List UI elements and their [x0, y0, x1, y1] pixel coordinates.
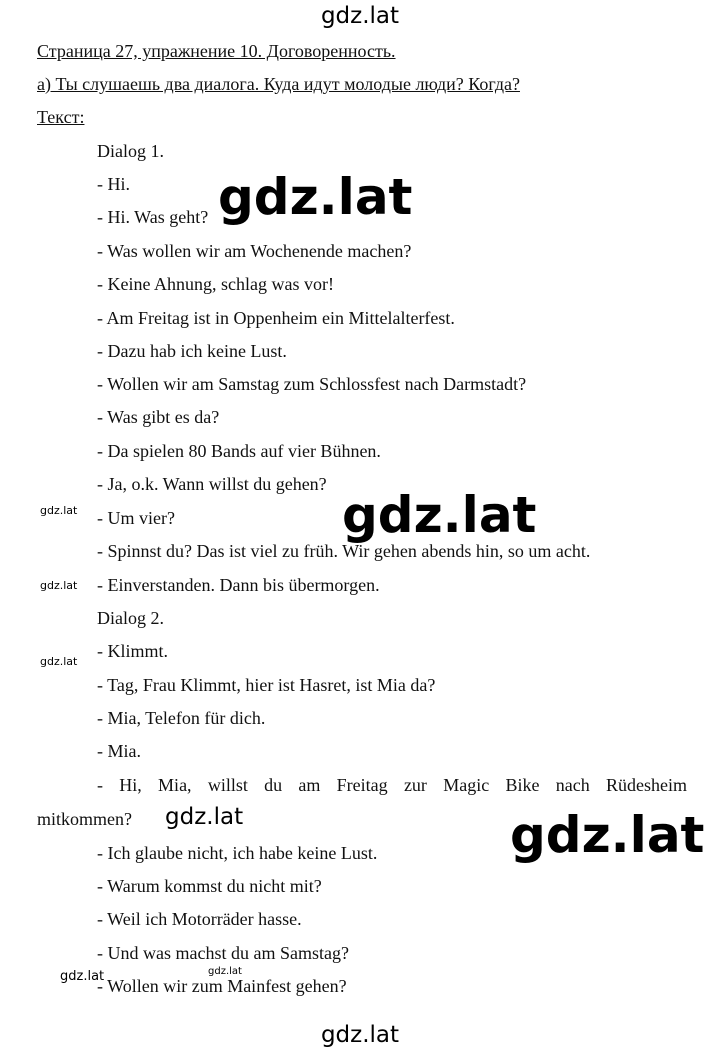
dialog-line: - Wollen wir zum Mainfest gehen? — [97, 976, 347, 996]
watermark-small: gdz.lat — [40, 579, 78, 592]
dialog-line: - Einverstanden. Dann bis übermorgen. — [97, 575, 380, 595]
page-heading: Страница 27, упражнение 10. Договоренность. — [37, 41, 396, 61]
dialog-line: - Mia, Telefon für dich. — [97, 708, 266, 728]
dialog-line: - Tag, Frau Klimmt, hier ist Hasret, ist Mia da? — [97, 675, 436, 695]
watermark-small: gdz.lat — [40, 504, 78, 517]
dialog-2-title: Dialog 2. — [97, 608, 164, 628]
dialog-line: - Um vier? — [97, 508, 175, 528]
watermark-medium: gdz.lat — [165, 804, 244, 830]
dialog-line: - Was gibt es da? — [97, 407, 220, 427]
watermark-large: gdz.lat — [342, 486, 537, 544]
dialog-line: - Mia. — [97, 741, 141, 761]
dialog-line: - Hi, Mia, willst du am Freitag zur Magic Bike nach Rüdesheim — [97, 775, 687, 795]
exercise-task: а) Ты слушаешь два диалога. Куда идут молодые люди? Когда? — [37, 74, 520, 94]
dialog-line-continuation: mitkommen? — [37, 809, 132, 829]
dialog-line: - Und was machst du am Samstag? — [97, 943, 349, 963]
dialog-line: - Ich glaube nicht, ich habe keine Lust. — [97, 843, 378, 863]
dialog-line: - Am Freitag ist in Oppenheim ein Mittelalterfest. — [97, 308, 455, 328]
dialog-line: - Wollen wir am Samstag zum Schlossfest nach Darmstadt? — [97, 374, 527, 394]
text-label: Текст: — [37, 107, 85, 127]
dialog-line: - Hi. — [97, 174, 130, 194]
watermark-small: gdz.lat — [40, 655, 78, 668]
dialog-line: - Warum kommst du nicht mit? — [97, 876, 322, 896]
dialog-line: - Keine Ahnung, schlag was vor! — [97, 274, 334, 294]
dialog-line: - Ja, o.k. Wann willst du gehen? — [97, 474, 327, 494]
dialog-line: - Weil ich Motorräder hasse. — [97, 909, 302, 929]
dialog-1-title: Dialog 1. — [97, 141, 164, 161]
dialog-line: - Was wollen wir am Wochenende machen? — [97, 241, 412, 261]
watermark-small: gdz.lat — [208, 966, 242, 977]
dialog-line: - Da spielen 80 Bands auf vier Bühnen. — [97, 441, 381, 461]
dialog-line: - Klimmt. — [97, 641, 168, 661]
dialog-line: - Spinnst du? Das ist viel zu früh. Wir gehen abends hin, so um acht. — [97, 541, 591, 561]
watermark-large: gdz.lat — [510, 806, 705, 864]
dialog-line: - Dazu hab ich keine Lust. — [97, 341, 287, 361]
watermark-large: gdz.lat — [218, 168, 413, 226]
watermark-top: gdz.lat — [320, 3, 400, 29]
watermark-bottom: gdz.lat — [320, 1022, 400, 1048]
watermark-small: gdz.lat — [60, 969, 105, 984]
dialog-line: - Hi. Was geht? — [97, 207, 209, 227]
